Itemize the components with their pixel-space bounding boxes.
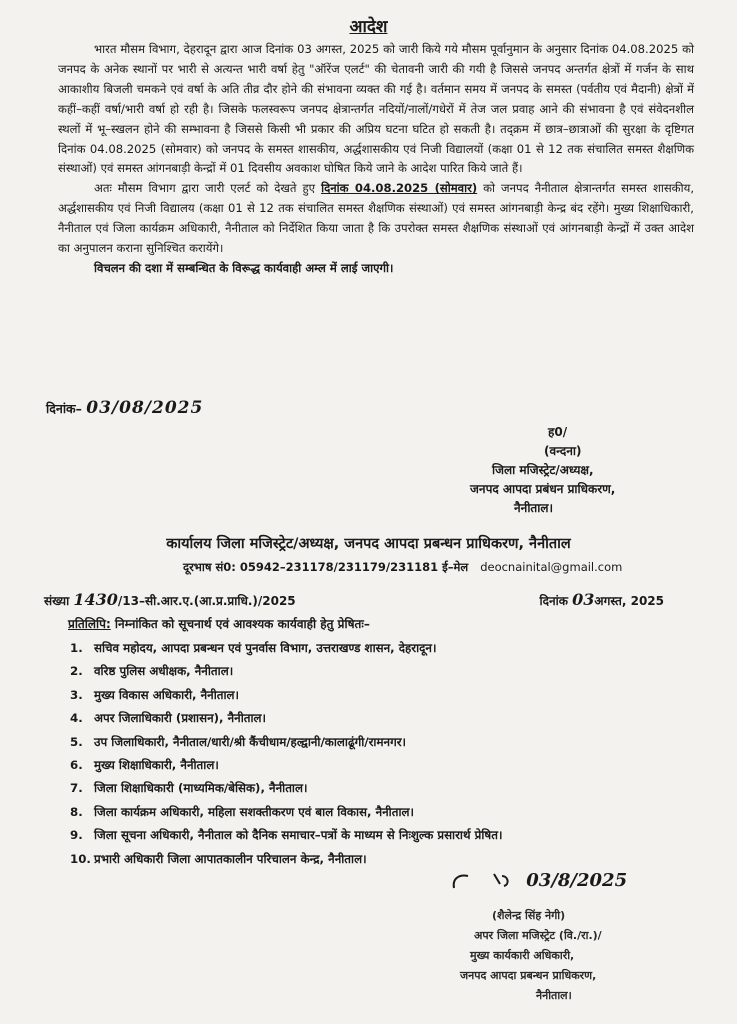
order-title: आदेश	[349, 17, 388, 37]
list-item: 7. जिला शिक्षाधिकारी (माध्यमिक/बेसिक), नैनीताल।	[70, 781, 308, 796]
copy-to-label: प्रतिलिपि:	[68, 617, 111, 631]
adm-signature-block	[450, 870, 720, 1006]
list-item: 6. मुख्य शिक्षाधिकारी, नैनीताल।	[70, 757, 219, 772]
reference-date	[540, 590, 665, 609]
copy-to-list	[70, 637, 690, 871]
reference-date-rest: अगस्त, 2025	[594, 594, 664, 608]
adm-signature-date: 03/8/2025	[526, 870, 628, 891]
dm-authority: जनपद आपदा प्रबंधन प्राधिकरण,	[470, 482, 616, 496]
list-item: 4. अपर जिलाधिकारी (प्रशासन), नैनीताल।	[70, 711, 267, 726]
reference-number: 1430	[73, 590, 118, 609]
order-date	[46, 398, 203, 418]
para2-end: को जनपद नैनीताल क्षेत्रान्तर्गत समस्त शासकीय, अर्द्धशासकीय एवं निजी विद्यालय (कक्षा 01 से 12 तक संचालित समस्त शैक्षणिक संस्थाओं) एवं समस्त आंगनबाड़ी केन्द्र बंद रहेंगे। मुख्य शिक्षाधिकारी, नैनीताल एवं जिला कार्यक्रम अधिकारी, नैनीताल को निर्देशित किया जाता है कि उपरोक्त समस्त शैक्षणिक संस्थाओं एवं आंगनबाड़ी केन्द्रों में उक्त आदेश का अनुपालन कराना सुनिश्चित करायेंगे।	[58, 181, 695, 256]
signature-scribble-icon	[450, 870, 520, 892]
reference-code: /13–सी.आर.ए.(आ.प्र.प्राधि.)/2025	[117, 594, 296, 608]
order-date-handwritten: 03/08/2025	[86, 398, 204, 418]
para2-start: अतः मौसम विभाग द्वारा जारी एलर्ट को देखते हुए	[94, 181, 322, 196]
order-date-label: दिनांक–	[46, 401, 82, 416]
reference-date-label: दिनांक	[539, 594, 568, 608]
dm-signed-mark: ह0/	[548, 425, 568, 439]
adm-name: (शैलेन्द्र सिंह नेगी)	[492, 909, 566, 922]
adm-role: मुख्य कार्यकारी अधिकारी,	[470, 949, 575, 962]
adm-place: नैनीताल।	[536, 989, 572, 1002]
adm-signatory-lines	[450, 906, 720, 1006]
list-item: 1. सचिव महोदय, आपदा प्रबन्धन एवं पुनर्वास विभाग, उत्तराखण्ड शासन, देहरादून।	[70, 641, 437, 655]
order-paragraph-3: विचलन की दशा में सम्बन्धित के विरूद्ध कार्यवाही अम्ल में लाई जाएगी।	[94, 260, 394, 275]
para2-date: दिनांक 04.08.2025 (सोमवार)	[321, 181, 478, 196]
reference-label: संख्या	[44, 594, 70, 608]
adm-handwritten-signature	[450, 870, 720, 892]
office-contact	[183, 560, 622, 575]
dm-designation: जिला मजिस्ट्रेट/अध्यक्ष,	[492, 463, 594, 477]
adm-designation: अपर जिला मजिस्ट्रेट (वि./रा.)/	[474, 929, 602, 942]
adm-authority: जनपद आपदा प्रबन्धन प्राधिकरण,	[460, 969, 597, 982]
order-paragraph-2	[58, 179, 694, 259]
copy-to-text: निम्नांकित को सूचनार्थ एवं आवश्यक कार्यवाही हेतु प्रेषितः–	[110, 617, 370, 631]
list-item: 9. जिला सूचना अधिकारी, नैनीताल को दैनिक समाचार–पत्रों के माध्यम से निःशुल्क प्रसारार्थ प्रेषित।	[70, 828, 503, 843]
list-item: 3. मुख्य विकास अधिकारी, नैनीताल।	[70, 687, 240, 702]
reference-date-day: 03	[572, 590, 595, 609]
office-phone: दूरभाष सं0: 05942–231178/231179/231181 ई–मेल	[183, 560, 469, 574]
copy-to-heading	[68, 615, 370, 632]
list-item: 10. प्रभारी अधिकारी जिला आपातकालीन परिचालन केन्द्र, नैनीताल।	[70, 851, 367, 866]
list-item: 2. वरिष्ठ पुलिस अधीक्षक, नैनीताल।	[70, 664, 234, 679]
list-item: 8. जिला कार्यक्रम अधिकारी, महिला सशक्तीकरण एवं बाल विकास, नैनीताल।	[70, 804, 414, 819]
list-item: 5. उप जिलाधिकारी, नैनीताल/धारी/श्री कैंचीधाम/हल्द्वानी/कालाढूंगी/रामनगर।	[70, 734, 407, 749]
dm-signature-block	[470, 423, 720, 518]
office-email: deocnainital@gmail.com	[480, 560, 623, 574]
order-paragraph-1: भारत मौसम विभाग, देहरादून द्वारा आज दिनांक 03 अगस्त, 2025 को जारी किये गये मौसम पूर्वानुमान के अनुसार दिनांक 04.08.2025 को जनपद के अनेक स्थानों पर भारी से अत्यन्त भारी वर्षा हेतु "ऑरेंज एलर्ट" की चेतावनी जारी की गयी है जिससे जनपद अन्तर्गत क्षेत्रों में गर्जन के साथ आकाशीय बिजली चमकने एवं वर्षा के अति तीव्र दौर होने की संभावना व्यक्त की गई है। वर्तमान समय में जनपद के समस्त (पर्वतीय एवं मैदानी) क्षेत्रों में कहीं–कहीं वर्षा/भारी वर्षा हो रही है। जिसके फलस्वरूप जनपद क्षेत्रान्तर्गत नदियों/नालों/गधेरों में तेज जल प्रवाह आने की संभावना है एवं संवेदनशील स्थलों में भू–स्खलन होने की सम्भावना है जिससे किसी भी प्रकार की अप्रिय घटना घटित हो सकती है। तद्क्रम में छात्र–छात्राओं की सुरक्षा के दृष्टिगत दिनांक 04.08.2025 (सोमवार) को जनपद के समस्त शासकीय, अर्द्धशासकीय एवं निजी विद्यालयों (कक्षा 01 से 12 तक संचालित समस्त शैक्षणिक संस्थाओं) एवं समस्त आंगनबाड़ी केन्द्रों में 01 दिवसीय अवकाश घोषित किये जाने के आदेश पारित किये जाते हैं।	[58, 42, 694, 176]
dm-place: नैनीताल।	[514, 501, 554, 515]
dm-name: (वन्दना)	[544, 444, 582, 458]
office-heading: कार्यालय जिला मजिस्ट्रेट/अध्यक्ष, जनपद आपदा प्रबन्धन प्राधिकरण, नैनीताल	[166, 536, 571, 552]
reference-line	[44, 590, 694, 609]
order-body	[58, 40, 694, 279]
